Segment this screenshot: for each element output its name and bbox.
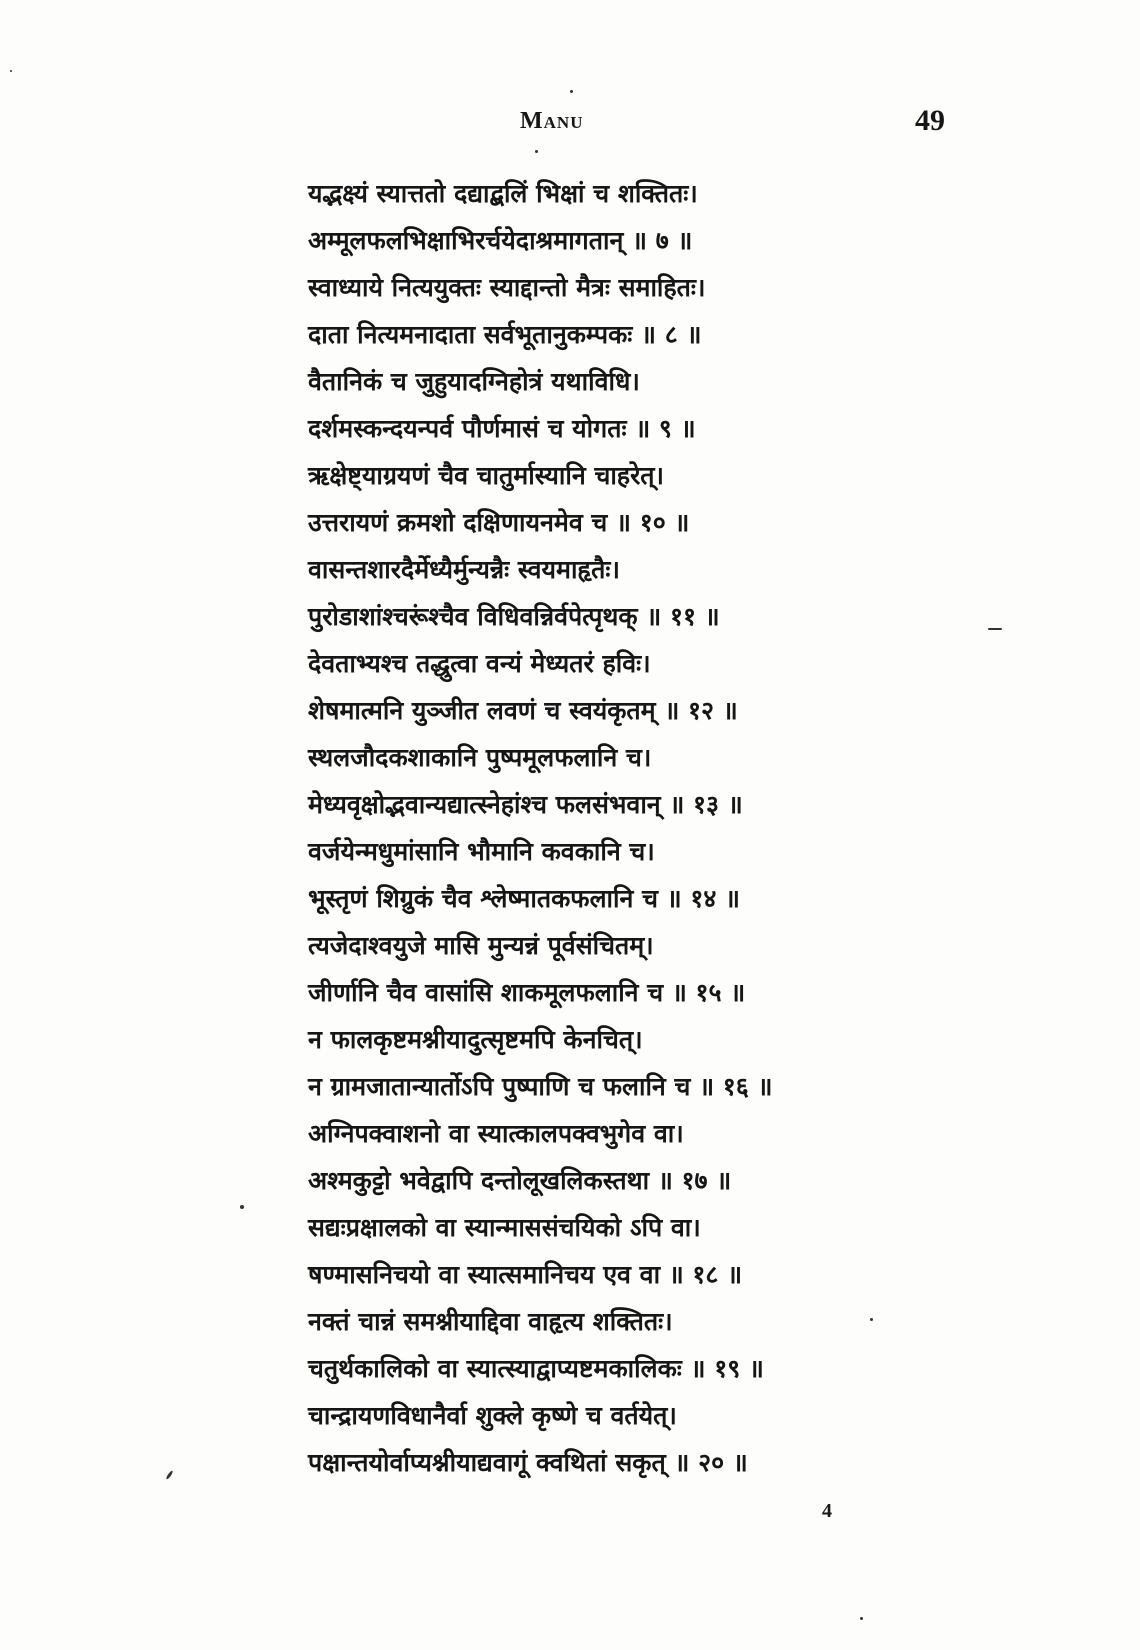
verse-line: जीर्णानि चैव वासांसि शाकमूलफलानि च ॥ १५ ॥ <box>308 978 746 1007</box>
verse-line: दाता नित्यमनादाता सर्वभूतानुकम्पकः ॥ ८ ॥ <box>308 320 702 349</box>
scan-speck <box>988 628 1002 630</box>
verse-line: त्यजेदाश्वयुजे मासि मुन्यन्नं पूर्वसंचितम्। <box>308 931 654 960</box>
scan-speck <box>870 1318 873 1321</box>
scan-speck <box>10 70 12 72</box>
running-head: Manu <box>520 108 584 134</box>
verse-line: देवताभ्यश्च तद्धुत्वा वन्यं मेध्यतरं हविः। <box>308 649 651 678</box>
verse-line: शेषमात्मनि युञ्जीत लवणं च स्वयंकृतम् ॥ १२ ॥ <box>308 696 738 725</box>
verse-line: चान्द्रायणविधानैर्वा शुक्ले कृष्णे च वर्तयेत्। <box>308 1401 677 1430</box>
signature-mark: 4 <box>822 1500 832 1522</box>
verse-list <box>308 170 828 1486</box>
verse-line: यद्भक्ष्यं स्यात्ततो दद्याद्बलिं भिक्षां च शक्तितः। <box>308 179 698 208</box>
verse-line: भूस्तृणं शिग्रुकं चैव श्लेष्मातकफलानि च ॥ १४ ॥ <box>308 884 741 913</box>
scan-speck <box>535 150 538 153</box>
verse-line: षण्मासनिचयो वा स्यात्समानिचय एव वा ॥ १८ ॥ <box>308 1260 743 1289</box>
verse-line: उत्तरायणं क्रमशो दक्षिणायनमेव च ॥ १० ॥ <box>308 508 690 537</box>
verse-line: सद्यःप्रक्षालको वा स्यान्माससंचयिको ऽपि वा। <box>308 1213 701 1242</box>
verse-line: दर्शमस्कन्दयन्पर्व पौर्णमासं च योगतः ॥ ९ ॥ <box>308 414 696 443</box>
verse-line: स्थलजौदकशाकानि पुष्पमूलफलानि च। <box>308 743 652 772</box>
scan-speck <box>570 90 573 93</box>
verse-line: चतुर्थकालिको वा स्यात्स्याद्वाप्यष्टमकालिकः ॥ १९ ॥ <box>308 1354 764 1383</box>
verse-line: स्वाध्याये नित्ययुक्तः स्याद्दान्तो मैत्रः समाहितः। <box>308 273 706 302</box>
verse-line: मेध्यवृक्षोद्भवान्यद्यात्स्नेहांश्च फलसंभवान् ॥ १३ ॥ <box>308 790 743 819</box>
verse-line: अश्मकुट्टो भवेद्वापि दन्तोलूखलिकस्तथा ॥ १७ ॥ <box>308 1166 732 1195</box>
verse-line: ऋक्षेष्ट्याग्रयणं चैव चातुर्मास्यानि चाहरेत्। <box>308 461 665 490</box>
verse-line: वासन्तशारदैर्मेध्यैर्मुन्यन्नैः स्वयमाहृतैः। <box>308 555 620 584</box>
scan-speck <box>860 1617 863 1620</box>
verse-line: वर्जयेन्मधुमांसानि भौमानि कवकानि च। <box>308 837 655 866</box>
verse-line: पक्षान्तयोर्वाप्यश्नीयाद्यवागूं क्वथितां सकृत् ॥ २० ॥ <box>308 1448 748 1477</box>
verse-line: न फालकृष्टमश्नीयादुत्सृष्टमपि केनचित्। <box>308 1025 643 1054</box>
verse-line: न ग्रामजातान्यार्तोऽपि पुष्पाणि च फलानि च ॥ १६ ॥ <box>308 1072 773 1101</box>
scan-speck <box>165 1470 173 1480</box>
page-number: 49 <box>915 104 945 137</box>
verse-line: पुरोडाशांश्चरूंश्चैव विधिवन्निर्वपेत्पृथक् ॥ ११ ॥ <box>308 602 720 631</box>
verse-line: अम्मूलफलभिक्षाभिरर्चयेदाश्रमागतान् ॥ ७ ॥ <box>308 226 693 255</box>
verse-line: नक्तं चान्नं समश्नीयाद्दिवा वाहृत्य शक्तितः। <box>308 1307 673 1336</box>
scan-speck <box>240 1205 244 1209</box>
verse-line: वैतानिकं च जुहुयादग्निहोत्रं यथाविधि। <box>308 367 640 396</box>
verse-line: अग्निपक्वाशनो वा स्यात्कालपक्वभुगेव वा। <box>308 1119 684 1148</box>
